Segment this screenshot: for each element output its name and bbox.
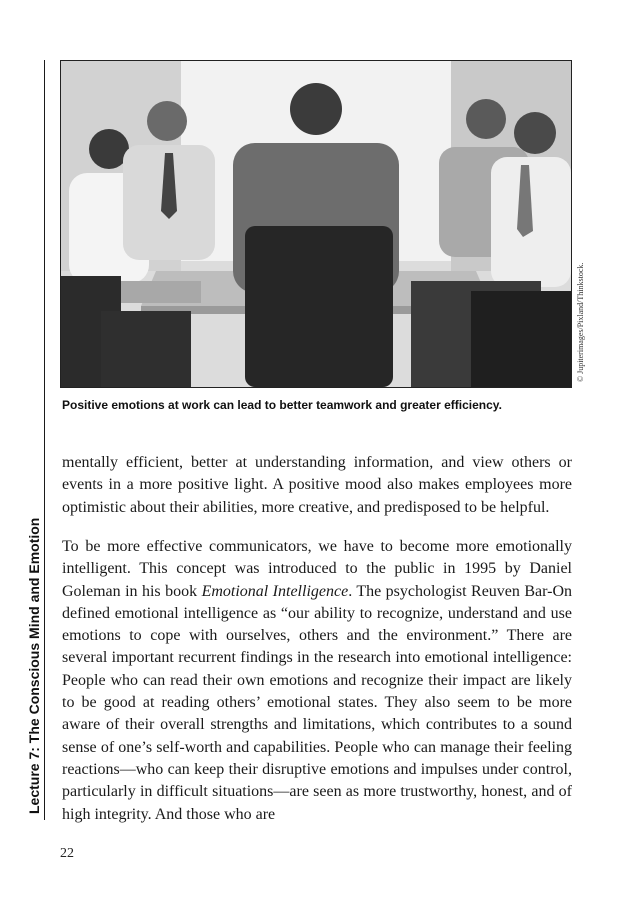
business-meeting-photo [60,60,572,388]
paragraph-1: mentally efficient, better at understanding information, and view others or events in a more positive light. A positive mood also makes employees more optimistic about their abilities, more creative, and predisposed to be helpful. [62,454,572,516]
paragraph-2-part-1: To be more effective communicators, we have to become more emotionally intelligent. This concept was introduced to the public in 1995 by Daniel Goleman in his book [62,538,572,600]
page-number: 22 [60,846,74,861]
book-title: Emotional Intelligence [201,582,349,600]
paragraph-2 [62,536,572,826]
margin-rule [44,60,45,820]
paragraph-2-part-2: . The psychologist Reuven Bar-On defined emotional intelligence as “our ability to recognize, understand and use emotions to cope with ourselves, others and the environment.” There are several important recurrent findings in the research into emotional intelligence: People who can read their own emotions and recognize their impact are likely to be good at reading others’ emotional states. They also seem to be more aware of their overall strengths and limitations, which contributes to a sound sense of one’s self-worth and capabilities. People who can manage their feeling reactions—who can keep their disruptive emotions and impulses under control, particularly in difficult situations—are seen as more trustworthy, honest, and of high integrity. And those who are [62,582,573,823]
photo-credit: © Jupiterimages/Pixland/Thinkstock. [576,262,585,382]
lecture-title-vertical: Lecture 7: The Conscious Mind and Emotion [26,517,42,814]
photo-caption: Positive emotions at work can lead to better teamwork and greater efficiency. [62,398,502,412]
